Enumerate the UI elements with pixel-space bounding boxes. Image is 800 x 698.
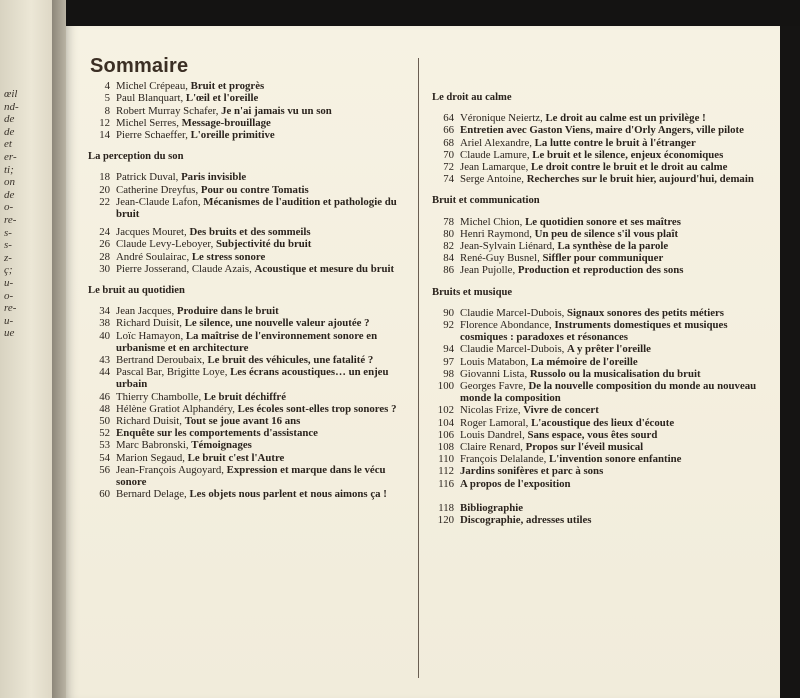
page-number: 38 xyxy=(99,317,110,330)
contents-entry xyxy=(432,173,777,185)
entry-title: Production et reproduction des sons xyxy=(517,264,684,277)
page-number: 20 xyxy=(99,183,110,196)
contents-entry xyxy=(88,391,410,403)
page-number: 48 xyxy=(99,402,110,415)
entry-author: Louis Dandrel, xyxy=(460,428,528,441)
entry-title: Message-brouillage xyxy=(181,116,271,129)
column-divider xyxy=(418,58,419,678)
entry-title: Le droit contre le bruit et le droit au calme xyxy=(531,161,728,174)
entry-text xyxy=(116,366,410,390)
page-number: 43 xyxy=(99,354,110,367)
entry-title: Le bruit des véhicules, une fatalité ? xyxy=(207,354,374,367)
entry-author: Véronique Neiertz, xyxy=(460,112,546,125)
section-heading: Bruit et communication xyxy=(432,195,540,207)
page-number: 100 xyxy=(437,380,454,393)
entry-author: Paul Blanquart, xyxy=(116,92,186,105)
entry-title: Recherches sur le bruit hier, aujourd'hui, demain xyxy=(526,173,754,186)
page-number: 118 xyxy=(438,501,454,514)
left-contents-list xyxy=(88,80,410,500)
page-number: 60 xyxy=(99,488,110,501)
page-number: 53 xyxy=(99,439,110,452)
contents-entry xyxy=(88,129,410,141)
previous-page-edge xyxy=(0,0,52,698)
page-number: 24 xyxy=(99,226,110,239)
margin-text-fragment: ti; xyxy=(4,163,14,176)
page-number: 22 xyxy=(99,195,110,208)
contents-entry xyxy=(88,80,410,92)
entry-text xyxy=(116,488,410,500)
contents-entry xyxy=(432,429,777,441)
contents-entry xyxy=(88,196,410,220)
entry-title: Bruit et progrès xyxy=(190,80,265,93)
entry-title: Produire dans le bruit xyxy=(176,305,279,318)
contents-entry xyxy=(432,441,777,453)
entry-text xyxy=(460,478,777,490)
section-heading: La perception du son xyxy=(88,151,184,163)
page-number: 54 xyxy=(99,451,110,464)
page-number: 64 xyxy=(443,112,454,125)
page-title: Sommaire xyxy=(90,55,189,77)
entry-author: Patrick Duval, xyxy=(116,171,182,184)
entry-title: La maîtrise de l'environnement sonore en urbanisme et en architecture xyxy=(116,329,378,354)
margin-text-fragment: z- xyxy=(4,251,12,264)
page-number: 26 xyxy=(99,238,110,251)
entry-title: Subjectivité du bruit xyxy=(216,238,312,251)
entry-title: De la nouvelle composition du monde au nouveau monde la composition xyxy=(460,380,757,405)
page-number: 70 xyxy=(443,148,454,161)
entry-title: Signaux sonores des petits métiers xyxy=(567,306,725,319)
margin-text-fragment: o- xyxy=(4,289,14,302)
entry-text xyxy=(116,330,410,354)
entry-text xyxy=(460,137,777,149)
entry-title: A y prêter l'oreille xyxy=(567,343,651,356)
entry-author: Nicolas Frize, xyxy=(460,404,524,417)
entry-title: Siffler pour communiquer xyxy=(542,252,664,265)
contents-entry xyxy=(88,105,410,117)
page-number: 5 xyxy=(104,92,110,105)
contents-entry xyxy=(88,117,410,129)
page-number: 110 xyxy=(438,453,454,466)
entry-text xyxy=(116,105,410,117)
page-number: 30 xyxy=(99,262,110,275)
entry-text xyxy=(116,251,410,263)
entry-text xyxy=(460,161,777,173)
entry-text xyxy=(116,391,410,403)
entry-author: Robert Murray Schafer, xyxy=(116,104,222,117)
margin-text-fragment: er- xyxy=(4,151,17,163)
contents-entry xyxy=(432,502,777,514)
entry-text xyxy=(460,319,777,343)
contents-entry xyxy=(88,238,410,250)
contents-entry xyxy=(432,112,777,124)
entry-title: La mémoire de l'oreille xyxy=(531,355,638,368)
contents-entry xyxy=(432,137,777,149)
contents-entry xyxy=(432,216,777,228)
page-number: 56 xyxy=(99,463,110,476)
page-number: 52 xyxy=(99,427,110,440)
entry-title: Tout se joue avant 16 ans xyxy=(184,415,301,428)
entry-author: Serge Antoine, xyxy=(460,173,527,186)
section-heading: Le droit au calme xyxy=(432,92,512,103)
entry-text xyxy=(460,307,777,319)
entry-author: Jean-François Augoyard, xyxy=(116,463,227,476)
margin-text-fragment: ç; xyxy=(4,264,13,277)
entry-title: Russolo ou la musicalisation du bruit xyxy=(529,367,701,380)
entry-title: Les écoles sont-elles trop sonores ? xyxy=(237,402,397,415)
entry-author: Richard Duisit, xyxy=(116,317,185,330)
entry-text xyxy=(116,196,410,220)
entry-title: Jardins sonifères et parc à sons xyxy=(460,465,604,478)
entry-text xyxy=(460,441,777,453)
margin-text-fragment: re- xyxy=(4,214,17,226)
entry-title: Le bruit c'est l'Autre xyxy=(187,451,285,464)
entry-text xyxy=(460,502,777,514)
entry-text xyxy=(460,149,777,161)
entry-author: Jean-Claude Lafon, xyxy=(116,195,204,208)
entry-author: Thierry Chambolle, xyxy=(116,390,204,403)
page-number: 12 xyxy=(99,116,110,129)
entry-title: Expression et marque dans le vécu sonore xyxy=(116,463,386,489)
entry-text xyxy=(460,429,777,441)
margin-text-fragment: s- xyxy=(4,239,12,252)
page-number: 40 xyxy=(99,329,110,342)
entry-title: Paris invisible xyxy=(181,171,247,184)
page-number: 106 xyxy=(437,428,454,441)
entry-title: L'œil et l'oreille xyxy=(185,92,259,105)
contents-entry xyxy=(432,161,777,173)
contents-entry xyxy=(432,417,777,429)
entry-text xyxy=(460,173,777,185)
page-number: 66 xyxy=(443,124,454,137)
entry-text xyxy=(460,404,777,416)
page-number: 112 xyxy=(438,465,454,478)
entry-text xyxy=(116,117,410,129)
entry-text xyxy=(116,403,410,415)
entry-author: Giovanni Lista, xyxy=(460,367,530,380)
page-number: 50 xyxy=(99,415,110,428)
entry-text xyxy=(460,216,777,228)
entry-title: Le bruit et le silence, enjeux économiques xyxy=(532,148,724,161)
contents-entry xyxy=(432,252,777,264)
page-number: 86 xyxy=(443,264,454,277)
entry-text xyxy=(460,252,777,264)
entry-author: Hélène Gratiot Alphandéry, xyxy=(116,402,238,415)
entry-title: Le droit au calme est un privilège ! xyxy=(545,112,706,125)
page-number: 92 xyxy=(443,319,454,332)
entry-title: La synthèse de la parole xyxy=(557,240,669,253)
contents-entry xyxy=(88,251,410,263)
page-number: 72 xyxy=(443,161,454,174)
entry-text xyxy=(116,427,410,439)
margin-text-fragment: œil xyxy=(4,88,18,100)
contents-entry xyxy=(88,452,410,464)
entry-title: A propos de l'exposition xyxy=(460,477,571,490)
section-heading: Le bruit au quotidien xyxy=(88,285,185,297)
entry-author: Jean Jacques, xyxy=(116,305,177,318)
contents-entry xyxy=(88,317,410,329)
entry-title: Enquête sur les comportements d'assistance xyxy=(116,427,318,440)
entry-author: François Delalande, xyxy=(460,453,550,466)
margin-text-fragment: u- xyxy=(4,314,14,327)
entry-text xyxy=(460,124,777,136)
entry-title: Vivre de concert xyxy=(523,404,599,417)
contents-entry xyxy=(432,124,777,136)
entry-text xyxy=(460,380,777,404)
right-column xyxy=(432,92,777,526)
entry-author: Michel Serres, xyxy=(116,116,182,129)
entry-author: Loïc Hamayon, xyxy=(116,329,186,342)
entry-author: André Soulairac, xyxy=(116,250,192,263)
contents-entry xyxy=(432,453,777,465)
contents-entry xyxy=(432,149,777,161)
entry-author: Pierre Josserand, Claude Azais, xyxy=(116,262,255,275)
page-number: 82 xyxy=(443,240,454,253)
page-number: 90 xyxy=(443,306,454,319)
entry-author: Louis Matabon, xyxy=(460,355,532,368)
entry-author: Jean Lamarque, xyxy=(460,161,532,174)
entry-text xyxy=(460,453,777,465)
entry-text xyxy=(460,264,777,276)
entry-author: Jacques Mouret, xyxy=(116,226,190,239)
page-number: 104 xyxy=(437,416,454,429)
contents-entry xyxy=(88,415,410,427)
page-number: 14 xyxy=(99,129,110,142)
page-number: 94 xyxy=(443,343,454,356)
entry-text xyxy=(460,356,777,368)
entry-text xyxy=(460,240,777,252)
entry-text xyxy=(116,92,410,104)
contents-entry xyxy=(88,427,410,439)
entry-title: Bibliographie xyxy=(460,501,523,514)
page-number: 74 xyxy=(443,173,454,186)
entry-text xyxy=(116,129,410,141)
entry-text xyxy=(116,415,410,427)
contents-entry xyxy=(88,403,410,415)
entry-title: Des bruits et des sommeils xyxy=(189,226,311,239)
entry-title: Le quotidien sonore et ses maîtres xyxy=(525,215,681,228)
margin-text-fragment: et xyxy=(4,138,12,151)
contents-entry xyxy=(432,264,777,276)
entry-title: Témoignages xyxy=(191,439,252,452)
entry-title: Sans espace, vous êtes sourd xyxy=(527,428,658,441)
page-number: 46 xyxy=(99,390,110,403)
entry-author: Claudie Marcel-Dubois, xyxy=(460,306,568,319)
contents-entry xyxy=(432,514,777,526)
contents-entry xyxy=(88,184,410,196)
entry-text xyxy=(116,464,410,488)
entry-author: Florence Abondance, xyxy=(460,319,555,332)
entry-text xyxy=(116,238,410,250)
page-number: 80 xyxy=(443,227,454,240)
entry-title: Instruments domestiques et musiques cosmiques : paradoxes et résonances xyxy=(460,319,728,344)
entry-title: Pour ou contre Tomatis xyxy=(200,183,309,196)
entry-author: Claude Levy-Leboyer, xyxy=(116,238,216,251)
entry-author: Marc Babronski, xyxy=(116,439,192,452)
entry-title: Un peu de silence s'il vous plaît xyxy=(534,227,679,240)
entry-title: Mécanismes de l'audition et pathologie du bruit xyxy=(116,195,397,221)
contents-entry xyxy=(88,488,410,500)
entry-author: Claudie Marcel-Dubois, xyxy=(460,343,568,356)
section-heading: Bruits et musique xyxy=(432,286,513,298)
contents-entry xyxy=(88,263,410,275)
contents-entry xyxy=(88,92,410,104)
entry-title: L'invention sonore enfantine xyxy=(549,453,682,466)
contents-entry xyxy=(88,226,410,238)
margin-text-fragment: de xyxy=(4,113,15,126)
contents-entry xyxy=(432,404,777,416)
contents-entry xyxy=(88,439,410,451)
entry-author: Michel Chion, xyxy=(460,215,526,228)
entry-title: Les écrans acoustiques… un enjeu urbain xyxy=(116,366,389,391)
left-column xyxy=(88,55,410,501)
entry-author: Georges Favre, xyxy=(460,380,529,393)
entry-author: Claude Lamure, xyxy=(460,148,533,161)
page-number: 78 xyxy=(443,215,454,228)
margin-text-fragment: ue xyxy=(4,327,15,340)
contents-entry xyxy=(432,465,777,477)
contents-entry xyxy=(88,171,410,183)
margin-text-fragment: on xyxy=(4,176,15,189)
margin-text-fragment: de xyxy=(4,188,15,201)
entry-title: Le silence, une nouvelle valeur ajoutée ? xyxy=(184,317,370,330)
right-contents-list xyxy=(432,92,777,526)
contents-entry xyxy=(432,368,777,380)
page-number: 18 xyxy=(99,171,110,184)
entry-author: Michel Crépeau, xyxy=(116,80,191,93)
entry-author: Bertrand Deroubaix, xyxy=(116,354,208,367)
entry-author: Claire Renard, xyxy=(460,441,526,454)
entry-title: Je n'ai jamais vu un son xyxy=(221,104,332,117)
contents-entry xyxy=(432,307,777,319)
entry-text xyxy=(460,112,777,124)
contents-entry xyxy=(88,330,410,354)
entry-author: Catherine Dreyfus, xyxy=(116,183,201,196)
margin-text-fragment: de xyxy=(4,125,15,138)
entry-text xyxy=(116,305,410,317)
page-number: 8 xyxy=(104,104,110,117)
entry-author: Richard Duisit, xyxy=(116,415,185,428)
contents-entry xyxy=(88,366,410,390)
contents-entry xyxy=(432,240,777,252)
binding-shadow xyxy=(52,0,66,698)
entry-author: René-Guy Busnel, xyxy=(460,252,543,265)
margin-text-fragment: re- xyxy=(4,302,17,315)
page-number: 98 xyxy=(443,367,454,380)
contents-entry xyxy=(432,478,777,490)
entry-title: Le bruit déchiffré xyxy=(203,390,287,403)
page-number: 84 xyxy=(443,252,454,265)
entry-text xyxy=(116,354,410,366)
entry-text xyxy=(460,514,777,526)
margin-text-fragment: o- xyxy=(4,201,14,214)
entry-title: La lutte contre le bruit à l'étranger xyxy=(534,136,696,149)
entry-author: Pierre Schaeffer, xyxy=(116,129,191,142)
page-number: 68 xyxy=(443,136,454,149)
entry-text xyxy=(460,343,777,355)
entry-text xyxy=(116,439,410,451)
entry-title: L'oreille primitive xyxy=(190,129,275,142)
entry-text xyxy=(116,452,410,464)
entry-text xyxy=(116,317,410,329)
entry-text xyxy=(116,263,410,275)
contents-entry xyxy=(88,354,410,366)
page-number: 4 xyxy=(104,80,110,93)
page-number: 28 xyxy=(99,250,110,263)
contents-entry xyxy=(432,356,777,368)
entry-text xyxy=(116,80,410,92)
entry-title: Acoustique et mesure du bruit xyxy=(254,262,395,275)
entry-author: Pascal Bar, Brigitte Loye, xyxy=(116,366,231,379)
entry-author: Ariel Alexandre, xyxy=(460,136,535,149)
entry-title: L'acoustique des lieux d'écoute xyxy=(531,416,675,429)
margin-text-fragment: u- xyxy=(4,277,14,289)
contents-entry xyxy=(88,464,410,488)
contents-entry xyxy=(432,228,777,240)
page-number: 116 xyxy=(438,477,454,490)
contents-entry xyxy=(432,319,777,343)
contents-entry xyxy=(432,380,777,404)
entry-title: Le stress sonore xyxy=(191,250,266,263)
entry-author: Henri Raymond, xyxy=(460,227,535,240)
entry-text xyxy=(460,228,777,240)
page-number: 102 xyxy=(437,404,454,417)
page-number: 108 xyxy=(437,441,454,454)
contents-entry xyxy=(88,305,410,317)
entry-text xyxy=(116,226,410,238)
entry-author: Marion Segaud, xyxy=(116,451,188,464)
entry-author: Roger Lamoral, xyxy=(460,416,532,429)
entry-title: Entretien avec Gaston Viens, maire d'Orly Angers, ville pilote xyxy=(460,124,744,137)
entry-title: Propos sur l'éveil musical xyxy=(525,441,644,454)
entry-title: Les objets nous parlent et nous aimons ça ! xyxy=(189,488,387,501)
page-number: 120 xyxy=(437,514,454,527)
entry-author: Jean-Sylvain Liénard, xyxy=(460,240,558,253)
entry-text xyxy=(116,184,410,196)
entry-text xyxy=(460,465,777,477)
contents-entry xyxy=(432,343,777,355)
page-number: 34 xyxy=(99,305,110,318)
entry-text xyxy=(116,171,410,183)
margin-text-fragment: nd- xyxy=(4,100,19,113)
entry-text xyxy=(460,368,777,380)
page-number: 97 xyxy=(443,355,454,368)
entry-title: Discographie, adresses utiles xyxy=(460,514,592,527)
background-edge xyxy=(780,26,800,698)
page-number: 44 xyxy=(99,366,110,379)
entry-author: Bernard Delage, xyxy=(116,488,190,501)
margin-text-fragment: s- xyxy=(4,226,12,239)
entry-text xyxy=(460,417,777,429)
entry-author: Jean Pujolle, xyxy=(460,264,518,277)
